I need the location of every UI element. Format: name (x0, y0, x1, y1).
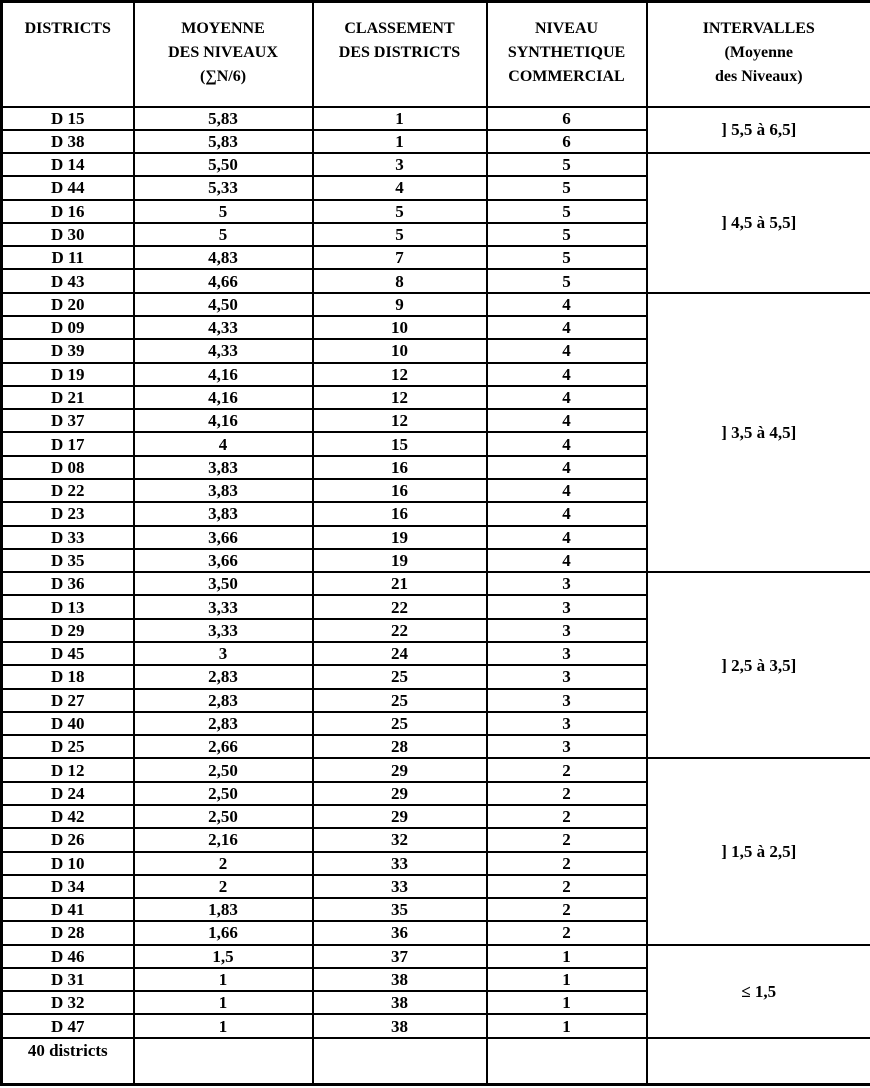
classement-cell: 19 (313, 526, 487, 549)
moyenne-cell: 5,50 (134, 153, 313, 176)
niveau-cell: 2 (487, 875, 647, 898)
niveau-cell: 3 (487, 665, 647, 688)
interval-cell: ] 4,5 à 5,5] (647, 153, 870, 293)
district-cell: D 32 (2, 991, 134, 1014)
table-row (2, 758, 870, 781)
district-cell: D 25 (2, 735, 134, 758)
moyenne-cell: 5,83 (134, 130, 313, 153)
moyenne-cell: 2 (134, 875, 313, 898)
classement-cell: 21 (313, 572, 487, 595)
moyenne-cell: 5 (134, 223, 313, 246)
niveau-cell: 5 (487, 153, 647, 176)
table-row (2, 945, 870, 968)
district-cell: D 29 (2, 619, 134, 642)
classement-cell: 35 (313, 898, 487, 921)
niveau-cell: 4 (487, 479, 647, 502)
district-cell: D 24 (2, 782, 134, 805)
district-cell: D 40 (2, 712, 134, 735)
classement-cell: 4 (313, 176, 487, 199)
district-cell: D 19 (2, 363, 134, 386)
moyenne-cell: 3,83 (134, 456, 313, 479)
table-body (2, 107, 870, 1085)
district-cell: D 13 (2, 595, 134, 618)
niveau-cell: 2 (487, 805, 647, 828)
niveau-cell: 4 (487, 386, 647, 409)
table-row (2, 153, 870, 176)
moyenne-cell: 3,83 (134, 502, 313, 525)
classement-cell: 1 (313, 130, 487, 153)
classement-cell: 38 (313, 1014, 487, 1037)
classement-cell: 32 (313, 828, 487, 851)
niveau-cell: 5 (487, 223, 647, 246)
district-cell: D 08 (2, 456, 134, 479)
niveau-cell: 2 (487, 852, 647, 875)
niveau-cell: 4 (487, 526, 647, 549)
district-cell: D 28 (2, 921, 134, 944)
total-district-cell: 40 districts (2, 1038, 134, 1085)
classement-cell: 3 (313, 153, 487, 176)
district-cell: D 37 (2, 409, 134, 432)
district-cell: D 35 (2, 549, 134, 572)
classement-cell: 25 (313, 712, 487, 735)
niveau-cell: 4 (487, 432, 647, 455)
moyenne-cell: 4,33 (134, 316, 313, 339)
niveau-cell: 5 (487, 176, 647, 199)
moyenne-cell: 3,66 (134, 549, 313, 572)
niveau-cell: 4 (487, 339, 647, 362)
interval-cell: ] 1,5 à 2,5] (647, 758, 870, 944)
niveau-cell: 3 (487, 689, 647, 712)
column-header-classement: CLASSEMENT DES DISTRICTS (313, 2, 487, 107)
total-classement-cell (313, 1038, 487, 1085)
niveau-cell: 5 (487, 200, 647, 223)
classement-cell: 12 (313, 386, 487, 409)
column-header-niveau: NIVEAU SYNTHETIQUE COMMERCIAL (487, 2, 647, 107)
moyenne-cell: 5 (134, 200, 313, 223)
classement-cell: 29 (313, 758, 487, 781)
table-header (2, 2, 870, 107)
district-cell: D 46 (2, 945, 134, 968)
interval-cell: ≤ 1,5 (647, 945, 870, 1038)
moyenne-cell: 2,50 (134, 758, 313, 781)
district-cell: D 39 (2, 339, 134, 362)
niveau-cell: 3 (487, 712, 647, 735)
interval-cell: ] 2,5 à 3,5] (647, 572, 870, 758)
moyenne-cell: 1 (134, 991, 313, 1014)
moyenne-cell: 1,83 (134, 898, 313, 921)
classement-cell: 15 (313, 432, 487, 455)
moyenne-cell: 1 (134, 1014, 313, 1037)
district-cell: D 27 (2, 689, 134, 712)
moyenne-cell: 3,66 (134, 526, 313, 549)
header-row (2, 2, 870, 107)
classement-cell: 12 (313, 363, 487, 386)
moyenne-cell: 2,83 (134, 689, 313, 712)
niveau-cell: 4 (487, 293, 647, 316)
classement-cell: 10 (313, 339, 487, 362)
niveau-cell: 6 (487, 107, 647, 130)
moyenne-cell: 2,66 (134, 735, 313, 758)
moyenne-cell: 4 (134, 432, 313, 455)
classement-cell: 29 (313, 782, 487, 805)
total-intervalle-cell (647, 1038, 870, 1085)
classement-cell: 25 (313, 689, 487, 712)
column-header-intervalles: INTERVALLES (Moyenne des Niveaux) (647, 2, 870, 107)
niveau-cell: 4 (487, 363, 647, 386)
niveau-cell: 2 (487, 898, 647, 921)
moyenne-cell: 2,16 (134, 828, 313, 851)
niveau-cell: 4 (487, 549, 647, 572)
district-cell: D 33 (2, 526, 134, 549)
niveau-cell: 3 (487, 619, 647, 642)
district-cell: D 14 (2, 153, 134, 176)
district-cell: D 34 (2, 875, 134, 898)
classement-cell: 36 (313, 921, 487, 944)
district-cell: D 15 (2, 107, 134, 130)
moyenne-cell: 2,50 (134, 805, 313, 828)
table-row (2, 572, 870, 595)
district-cell: D 38 (2, 130, 134, 153)
classement-cell: 8 (313, 269, 487, 292)
district-cell: D 11 (2, 246, 134, 269)
district-cell: D 42 (2, 805, 134, 828)
moyenne-cell: 1,5 (134, 945, 313, 968)
column-header-moyenne: MOYENNE DES NIVEAUX (∑N/6) (134, 2, 313, 107)
classement-cell: 16 (313, 456, 487, 479)
classement-cell: 25 (313, 665, 487, 688)
moyenne-cell: 5,83 (134, 107, 313, 130)
district-cell: D 44 (2, 176, 134, 199)
niveau-cell: 4 (487, 456, 647, 479)
niveau-cell: 3 (487, 642, 647, 665)
classement-cell: 9 (313, 293, 487, 316)
classement-cell: 12 (313, 409, 487, 432)
niveau-cell: 4 (487, 316, 647, 339)
classement-cell: 29 (313, 805, 487, 828)
district-cell: D 09 (2, 316, 134, 339)
moyenne-cell: 1 (134, 968, 313, 991)
niveau-cell: 4 (487, 502, 647, 525)
moyenne-cell: 4,33 (134, 339, 313, 362)
classement-cell: 22 (313, 595, 487, 618)
classement-cell: 7 (313, 246, 487, 269)
classement-cell: 5 (313, 200, 487, 223)
classement-cell: 28 (313, 735, 487, 758)
district-cell: D 22 (2, 479, 134, 502)
moyenne-cell: 5,33 (134, 176, 313, 199)
district-cell: D 41 (2, 898, 134, 921)
niveau-cell: 3 (487, 735, 647, 758)
niveau-cell: 6 (487, 130, 647, 153)
moyenne-cell: 4,83 (134, 246, 313, 269)
classement-cell: 37 (313, 945, 487, 968)
classement-cell: 24 (313, 642, 487, 665)
classement-cell: 33 (313, 852, 487, 875)
table-row (2, 107, 870, 130)
column-header-district: DISTRICTS (2, 2, 134, 107)
moyenne-cell: 3,33 (134, 595, 313, 618)
moyenne-cell: 4,50 (134, 293, 313, 316)
district-cell: D 20 (2, 293, 134, 316)
moyenne-cell: 4,16 (134, 409, 313, 432)
district-cell: D 31 (2, 968, 134, 991)
classement-cell: 19 (313, 549, 487, 572)
total-row (2, 1038, 870, 1085)
niveau-cell: 5 (487, 246, 647, 269)
classement-cell: 16 (313, 502, 487, 525)
classement-cell: 16 (313, 479, 487, 502)
classement-cell: 38 (313, 991, 487, 1014)
moyenne-cell: 2,50 (134, 782, 313, 805)
niveau-cell: 3 (487, 572, 647, 595)
niveau-cell: 1 (487, 991, 647, 1014)
district-cell: D 45 (2, 642, 134, 665)
classement-cell: 38 (313, 968, 487, 991)
interval-cell: ] 5,5 à 6,5] (647, 107, 870, 154)
niveau-cell: 2 (487, 782, 647, 805)
classement-cell: 10 (313, 316, 487, 339)
total-niveau-cell (487, 1038, 647, 1085)
district-cell: D 21 (2, 386, 134, 409)
classement-cell: 1 (313, 107, 487, 130)
moyenne-cell: 1,66 (134, 921, 313, 944)
district-cell: D 30 (2, 223, 134, 246)
classement-cell: 5 (313, 223, 487, 246)
niveau-cell: 4 (487, 409, 647, 432)
district-cell: D 26 (2, 828, 134, 851)
district-cell: D 10 (2, 852, 134, 875)
district-cell: D 36 (2, 572, 134, 595)
moyenne-cell: 4,16 (134, 363, 313, 386)
classement-cell: 22 (313, 619, 487, 642)
niveau-cell: 3 (487, 595, 647, 618)
niveau-cell: 2 (487, 758, 647, 781)
niveau-cell: 1 (487, 968, 647, 991)
niveau-cell: 2 (487, 828, 647, 851)
moyenne-cell: 2,83 (134, 665, 313, 688)
classement-cell: 33 (313, 875, 487, 898)
moyenne-cell: 2,83 (134, 712, 313, 735)
moyenne-cell: 3,50 (134, 572, 313, 595)
district-cell: D 23 (2, 502, 134, 525)
niveau-cell: 5 (487, 269, 647, 292)
district-cell: D 47 (2, 1014, 134, 1037)
district-cell: D 16 (2, 200, 134, 223)
niveau-cell: 2 (487, 921, 647, 944)
moyenne-cell: 4,16 (134, 386, 313, 409)
moyenne-cell: 3,83 (134, 479, 313, 502)
moyenne-cell: 3 (134, 642, 313, 665)
district-cell: D 18 (2, 665, 134, 688)
niveau-cell: 1 (487, 1014, 647, 1037)
moyenne-cell: 4,66 (134, 269, 313, 292)
moyenne-cell: 2 (134, 852, 313, 875)
district-cell: D 43 (2, 269, 134, 292)
niveau-cell: 1 (487, 945, 647, 968)
total-moyenne-cell (134, 1038, 313, 1085)
table-row (2, 293, 870, 316)
moyenne-cell: 3,33 (134, 619, 313, 642)
district-cell: D 17 (2, 432, 134, 455)
interval-cell: ] 3,5 à 4,5] (647, 293, 870, 572)
district-cell: D 12 (2, 758, 134, 781)
